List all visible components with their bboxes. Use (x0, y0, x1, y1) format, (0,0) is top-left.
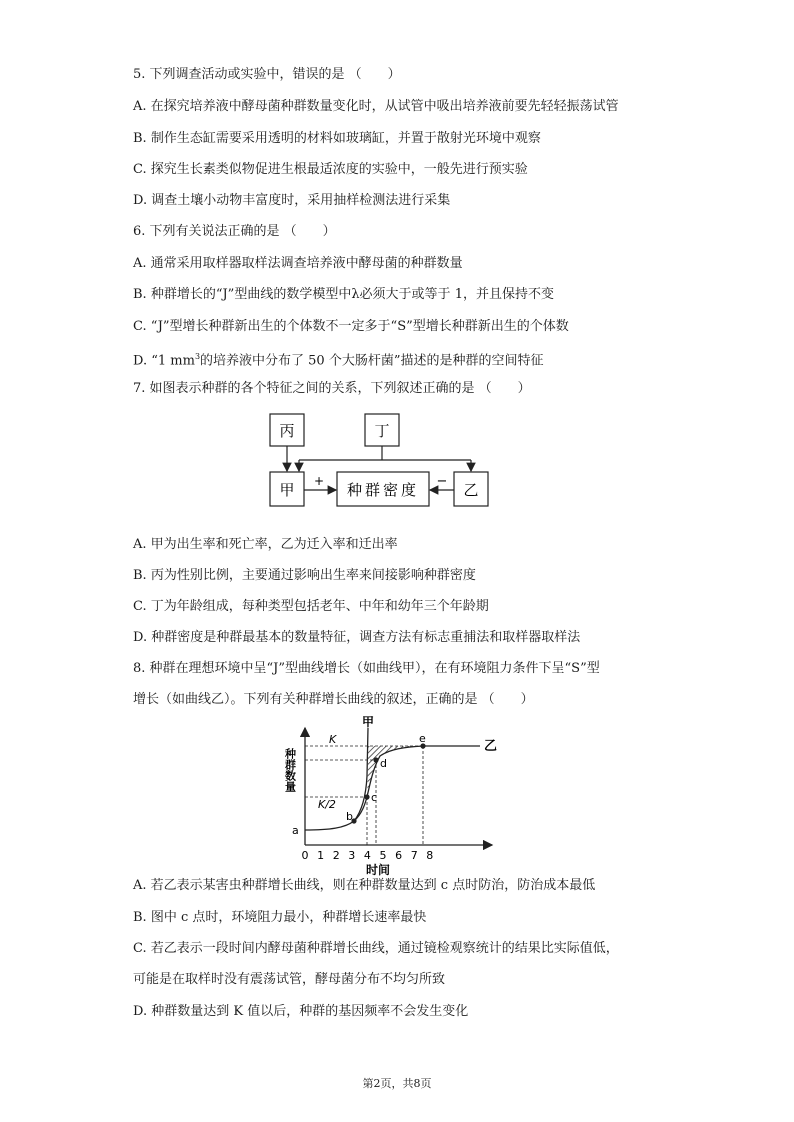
x-tick-label: 0 (301, 849, 309, 862)
q8-option-d: D. 种群数量达到 K 值以后，种群的基因频率不会发生变化 (133, 1004, 469, 1019)
q6-option-d-sup: 3 (194, 352, 201, 361)
q5-option-d: D. 调查土壤小动物丰富度时，采用抽样检测法进行采集 (133, 193, 451, 208)
x-tick-label: 2 (332, 849, 340, 862)
plus-sign: + (313, 474, 325, 488)
box-bing-label: 丙 (279, 422, 295, 440)
x-tick-label: 8 (426, 849, 434, 862)
q5-stem: 5. 下列调查活动或实验中，错误的是 （ ） (133, 67, 401, 82)
x-tick-label: 3 (348, 849, 356, 862)
x-tick-label: 1 (317, 849, 325, 862)
q8-option-a: A. 若乙表示某害虫种群增长曲线，则在种群数量达到 c 点时防治，防治成本最低 (133, 878, 596, 893)
box-jia-label: 甲 (279, 481, 295, 499)
point-a-label: a (292, 824, 299, 837)
x-tick-label: 7 (410, 849, 418, 862)
q6-option-c: C. “J”型增长种群新出生的个体数不一定多于“S”型增长种群新出生的个体数 (133, 319, 569, 334)
y-axis-label: 种群数量 (283, 748, 297, 792)
x-tick-label: 6 (395, 849, 403, 862)
q7-option-c: C. 丁为年龄组成，每种类型包括老年、中年和幼年三个年龄期 (133, 599, 489, 614)
q5-option-b: B. 制作生态缸需要采用透明的材料如玻璃缸，并置于散射光环境中观察 (133, 131, 541, 146)
point-d-label: d (380, 757, 387, 770)
box-center-label: 种群密度 (346, 481, 420, 499)
q8-stem-line2: 增长（如曲线乙）。下列有关种群增长曲线的叙述，正确的是 （ ） (133, 692, 534, 707)
q7-option-d: D. 种群密度是种群最基本的数量特征，调查方法有标志重捕法和取样器取样法 (133, 630, 581, 645)
q5-option-a: A. 在探究培养液中酵母菌种群数量变化时，从试管中吸出培养液前要先轻轻振荡试管 (133, 99, 619, 114)
curve-yi (305, 746, 480, 830)
minus-sign: − (436, 474, 448, 489)
q6-stem: 6. 下列有关说法正确的是 （ ） (133, 224, 336, 239)
page-footer: 第2页，共8页 (362, 1077, 432, 1090)
q6-option-d-pre: D. “1 mm (133, 353, 195, 369)
q8-option-c-line1: C. 若乙表示一段时间内酵母菌种群增长曲线，通过镜检观察统计的结果比实际值低， (133, 941, 619, 956)
k-label: K (329, 733, 337, 746)
series-yi-label: 乙 (484, 739, 498, 754)
q7-option-a: A. 甲为出生率和死亡率，乙为迁入率和迁出率 (133, 537, 398, 552)
x-tick-label: 4 (363, 849, 371, 862)
q6-option-b: B. 种群增长的“J”型曲线的数学模型中λ必须大于或等于 1，并且保持不变 (133, 287, 554, 302)
population-growth-chart (280, 716, 500, 876)
point-c-label: c (371, 791, 378, 804)
point-b-label: b (346, 810, 353, 823)
hatched-area (367, 746, 423, 797)
box-ding-label: 丁 (374, 422, 390, 440)
point-c (364, 794, 369, 799)
box-yi-label: 乙 (463, 481, 479, 499)
q6-option-d-post: 的培养液中分布了 50 个大肠杆菌”描述的是种群的空间特征 (200, 353, 544, 369)
q7-stem: 7. 如图表示种群的各个特征之间的关系，下列叙述正确的是 （ ） (133, 381, 531, 396)
k-half-label: K/2 (318, 798, 336, 811)
x-tick-label: 5 (379, 849, 387, 862)
q8-option-c-line2: 可能是在取样时没有震荡试管，酵母菌分布不均匀所致 (133, 972, 446, 987)
x-axis-label: 时间 (365, 863, 391, 876)
point-e-label: e (419, 732, 426, 745)
q7-option-b: B. 丙为性别比例，主要通过影响出生率来间接影响种群密度 (133, 568, 476, 583)
series-jia-label: 甲 (361, 716, 375, 729)
point-d (373, 757, 378, 762)
q6-option-d (133, 348, 543, 370)
q5-option-c: C. 探究生长素类似物促进生根最适浓度的实验中，一般先进行预实验 (133, 162, 528, 177)
q8-stem-line1: 8. 种群在理想环境中呈“J”型曲线增长（如曲线甲），在有环境阻力条件下呈“S”型 (133, 661, 600, 676)
population-feature-diagram (265, 410, 505, 515)
q6-option-a: A. 通常采用取样器取样法调查培养液中酵母菌的种群数量 (133, 256, 463, 271)
q8-option-b: B. 图中 c 点时，环境阻力最小，种群增长速率最快 (133, 910, 427, 925)
curve-jia (354, 728, 368, 821)
